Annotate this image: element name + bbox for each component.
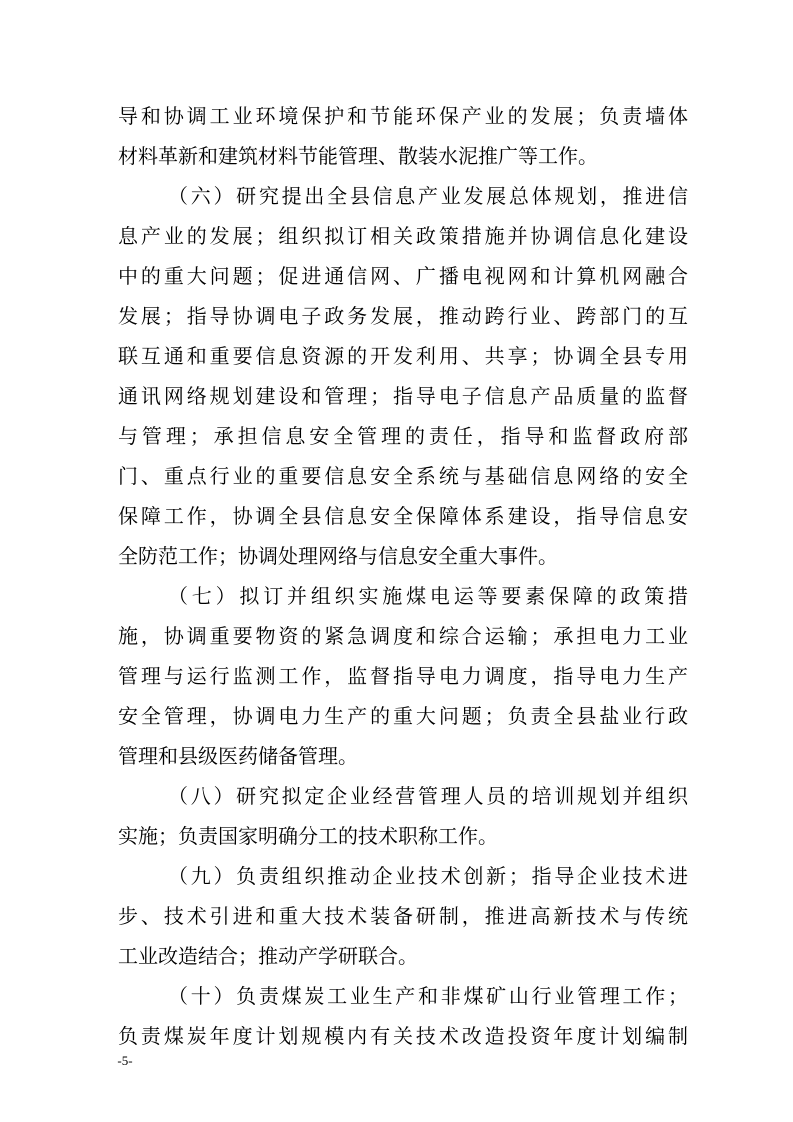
text-line: 工业改造结合；推动产学研联合。 [118,944,418,968]
text-line: 通讯网络规划建设和管理；指导电子信息产品质量的监督 [118,384,688,408]
text-line: （八）研究拟定企业经营管理人员的培训规划并组织 [168,784,688,808]
text-line: 负责煤炭年度计划规模内有关技术改造投资年度计划编制 [118,1024,688,1048]
text-line: （九）负责组织推动企业技术创新；指导企业技术进 [168,864,688,888]
text-line: 施，协调重要物资的紧急调度和综合运输；承担电力工业 [118,624,688,648]
text-line: 导和协调工业环境保护和节能环保产业的发展；负责墙体 [118,104,688,128]
text-line: （七）拟订并组织实施煤电运等要素保障的政策措 [168,584,688,608]
text-line: （六）研究提出全县信息产业发展总体规划，推进信 [168,184,688,208]
text-line: 中的重大问题；促进通信网、广播电视网和计算机网融合 [118,264,688,288]
text-line: 联互通和重要信息资源的开发利用、共享；协调全县专用 [118,344,688,368]
body-text [118,96,688,1056]
text-line: 实施；负责国家明确分工的技术职称工作。 [118,824,498,848]
text-line: 管理和县级医药储备管理。 [118,744,358,768]
text-line: 安全管理，协调电力生产的重大问题；负责全县盐业行政 [118,704,688,728]
text-line: 发展；指导协调电子政务发展，推动跨行业、跨部门的互 [118,304,688,328]
text-line: 全防范工作；协调处理网络与信息安全重大事件。 [118,544,558,568]
text-line: 保障工作，协调全县信息安全保障体系建设，指导信息安 [118,504,688,528]
text-line: 与管理；承担信息安全管理的责任，指导和监督政府部 [118,424,688,448]
text-line: 步、技术引进和重大技术装备研制，推进高新技术与传统 [118,904,688,928]
text-line: 管理与运行监测工作，监督指导电力调度，指导电力生产 [118,664,688,688]
text-line: 息产业的发展；组织拟订相关政策措施并协调信息化建设 [118,224,688,248]
text-line: 材料革新和建筑材料节能管理、散装水泥推广等工作。 [118,144,598,168]
page-number: -5- [117,1053,133,1068]
text-line: 门、重点行业的重要信息安全系统与基础信息网络的安全 [118,464,688,488]
text-line: （十）负责煤炭工业生产和非煤矿山行业管理工作； [168,984,688,1008]
